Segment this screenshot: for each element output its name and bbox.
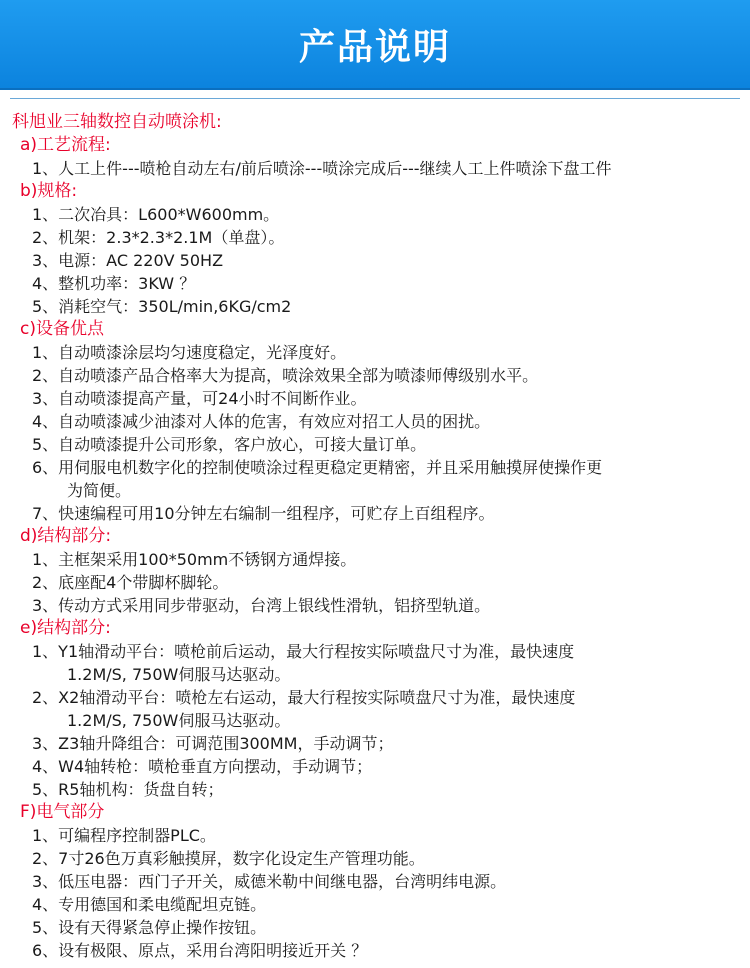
page-title: 产品说明	[298, 26, 451, 68]
list-item: 6、设有极限、原点，采用台湾阳明接近开关 ？	[32, 941, 368, 960]
list-item-continuation: 1.2M/S, 750W伺服马达驱动。	[67, 711, 291, 730]
list-item: 2、X2轴滑动平台：喷枪左右运动，最大行程按实际喷盘尺寸为准，最快速度	[32, 688, 576, 707]
section-d-title: d)结构部分:	[20, 526, 112, 546]
list-item: 3、Z3轴升降组合：可调范围300MM，手动调节；	[32, 734, 394, 753]
list-item: 1、自动喷漆涂层均匀速度稳定，光泽度好。	[32, 343, 347, 362]
header-banner	[0, 0, 750, 90]
list-item-continuation: 1.2M/S, 750W伺服马达驱动。	[67, 665, 291, 684]
list-item: 1、主框架采用100*50mm不锈钢方通焊接。	[32, 550, 357, 569]
list-item: 3、传动方式采用同步带驱动，台湾上银线性滑轨，铝挤型轨道。	[32, 596, 491, 615]
section-f-title: F)电气部分	[20, 802, 105, 822]
list-item: 4、自动喷漆减少油漆对人体的危害，有效应对招工人员的困扰。	[32, 412, 491, 431]
list-item: 4、整机功率：3KW ？	[32, 274, 196, 293]
document-title: 科旭业三轴数控自动喷涂机:	[12, 112, 222, 132]
list-item: 5、R5轴机构：货盘自转；	[32, 780, 224, 799]
list-item: 2、7寸26色万真彩触摸屏，数字化设定生产管理功能。	[32, 849, 425, 868]
section-c-title: c)设备优点	[20, 319, 104, 339]
list-item: 1、人工上件---喷枪自动左右/前后喷涂---喷涂完成后---继续人工上件喷涂下盘工件	[32, 159, 612, 178]
list-item: 1、可编程序控制器PLC。	[32, 826, 216, 845]
divider	[10, 98, 740, 99]
section-e-title: e)结构部分:	[20, 618, 111, 638]
list-item: 5、自动喷漆提升公司形象，客户放心，可接大量订单。	[32, 435, 427, 454]
section-b-title: b)规格:	[20, 181, 78, 201]
list-item: 2、自动喷漆产品合格率大为提高，喷涂效果全部为喷漆师傅级别水平。	[32, 366, 539, 385]
list-item: 1、Y1轴滑动平台：喷枪前后运动，最大行程按实际喷盘尺寸为准，最快速度	[32, 642, 575, 661]
list-item: 6、用伺服电机数字化的控制使喷涂过程更稳定更精密，并且采用触摸屏使操作更	[32, 458, 603, 477]
list-item: 3、电源：AC 220V 50HZ	[32, 251, 224, 270]
list-item: 4、专用德国和柔电缆配坦克链。	[32, 895, 267, 914]
list-item: 5、设有天得紧急停止操作按钮。	[32, 918, 267, 937]
list-item: 3、自动喷漆提高产量，可24小时不间断作业。	[32, 389, 367, 408]
list-item: 5、消耗空气：350L/min,6KG/cm2	[32, 297, 292, 316]
list-item-continuation: 为简便。	[67, 481, 132, 500]
list-item: 1、二次冶具：L600*W600mm。	[32, 205, 280, 224]
list-item: 2、机架：2.3*2.3*2.1M（单盘）。	[32, 228, 285, 247]
spec-document	[12, 111, 742, 962]
list-item: 4、W4轴转枪：喷枪垂直方向摆动，手动调节；	[32, 757, 373, 776]
list-item: 3、低压电器：西门子开关，威德米勒中间继电器，台湾明纬电源。	[32, 872, 507, 891]
list-item: 2、底座配4个带脚杯脚轮。	[32, 573, 229, 592]
list-item: 7、快速编程可用10分钟左右编制一组程序，可贮存上百组程序。	[32, 504, 495, 523]
section-a-title: a)工艺流程:	[20, 135, 111, 155]
